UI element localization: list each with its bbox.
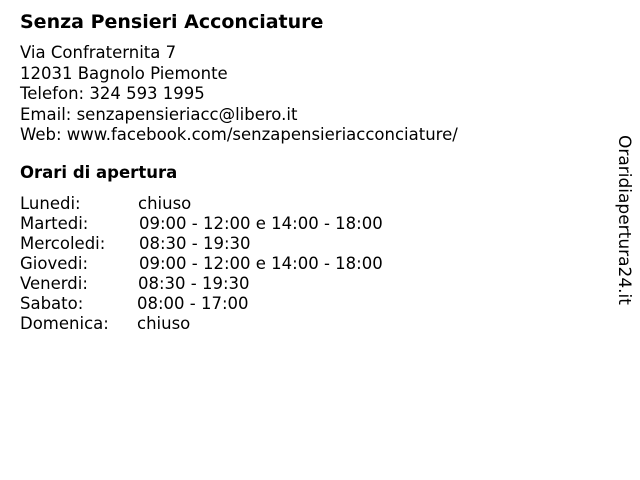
time-value: 08:30 - 19:30 bbox=[138, 274, 250, 293]
opening-hours-heading: Orari di apertura bbox=[20, 163, 178, 182]
phone-number: Telefon: 324 593 1995 bbox=[20, 84, 205, 103]
day-label: Martedi: bbox=[20, 214, 89, 233]
street-address: Via Confraternita 7 bbox=[20, 43, 177, 62]
time-value: 09:00 - 12:00 e 14:00 - 18:00 bbox=[139, 214, 383, 233]
time-value: 08:30 - 19:30 bbox=[139, 234, 251, 253]
day-label: Lunedi: bbox=[20, 194, 81, 213]
day-label: Mercoledi: bbox=[20, 234, 106, 253]
time-value: chiuso bbox=[137, 314, 191, 333]
day-label: Giovedi: bbox=[20, 254, 88, 273]
time-value: chiuso bbox=[138, 194, 192, 213]
business-name: Senza Pensieri Acconciature bbox=[20, 11, 324, 33]
city-address: 12031 Bagnolo Piemonte bbox=[20, 63, 228, 83]
day-label: Venerdi: bbox=[20, 274, 88, 293]
business-details bbox=[20, 43, 458, 146]
email-address: Email: senzapensieriacc@libero.it bbox=[20, 104, 298, 124]
time-value: 08:00 - 17:00 bbox=[137, 294, 249, 313]
site-brand-watermark: Oraridiapertura24.it bbox=[614, 135, 634, 305]
day-label: Domenica: bbox=[20, 314, 109, 333]
time-value: 09:00 - 12:00 e 14:00 - 18:00 bbox=[139, 254, 383, 273]
website: Web: www.facebook.com/senzapensieriacconciature/ bbox=[20, 125, 458, 144]
day-label: Sabato: bbox=[20, 294, 84, 313]
